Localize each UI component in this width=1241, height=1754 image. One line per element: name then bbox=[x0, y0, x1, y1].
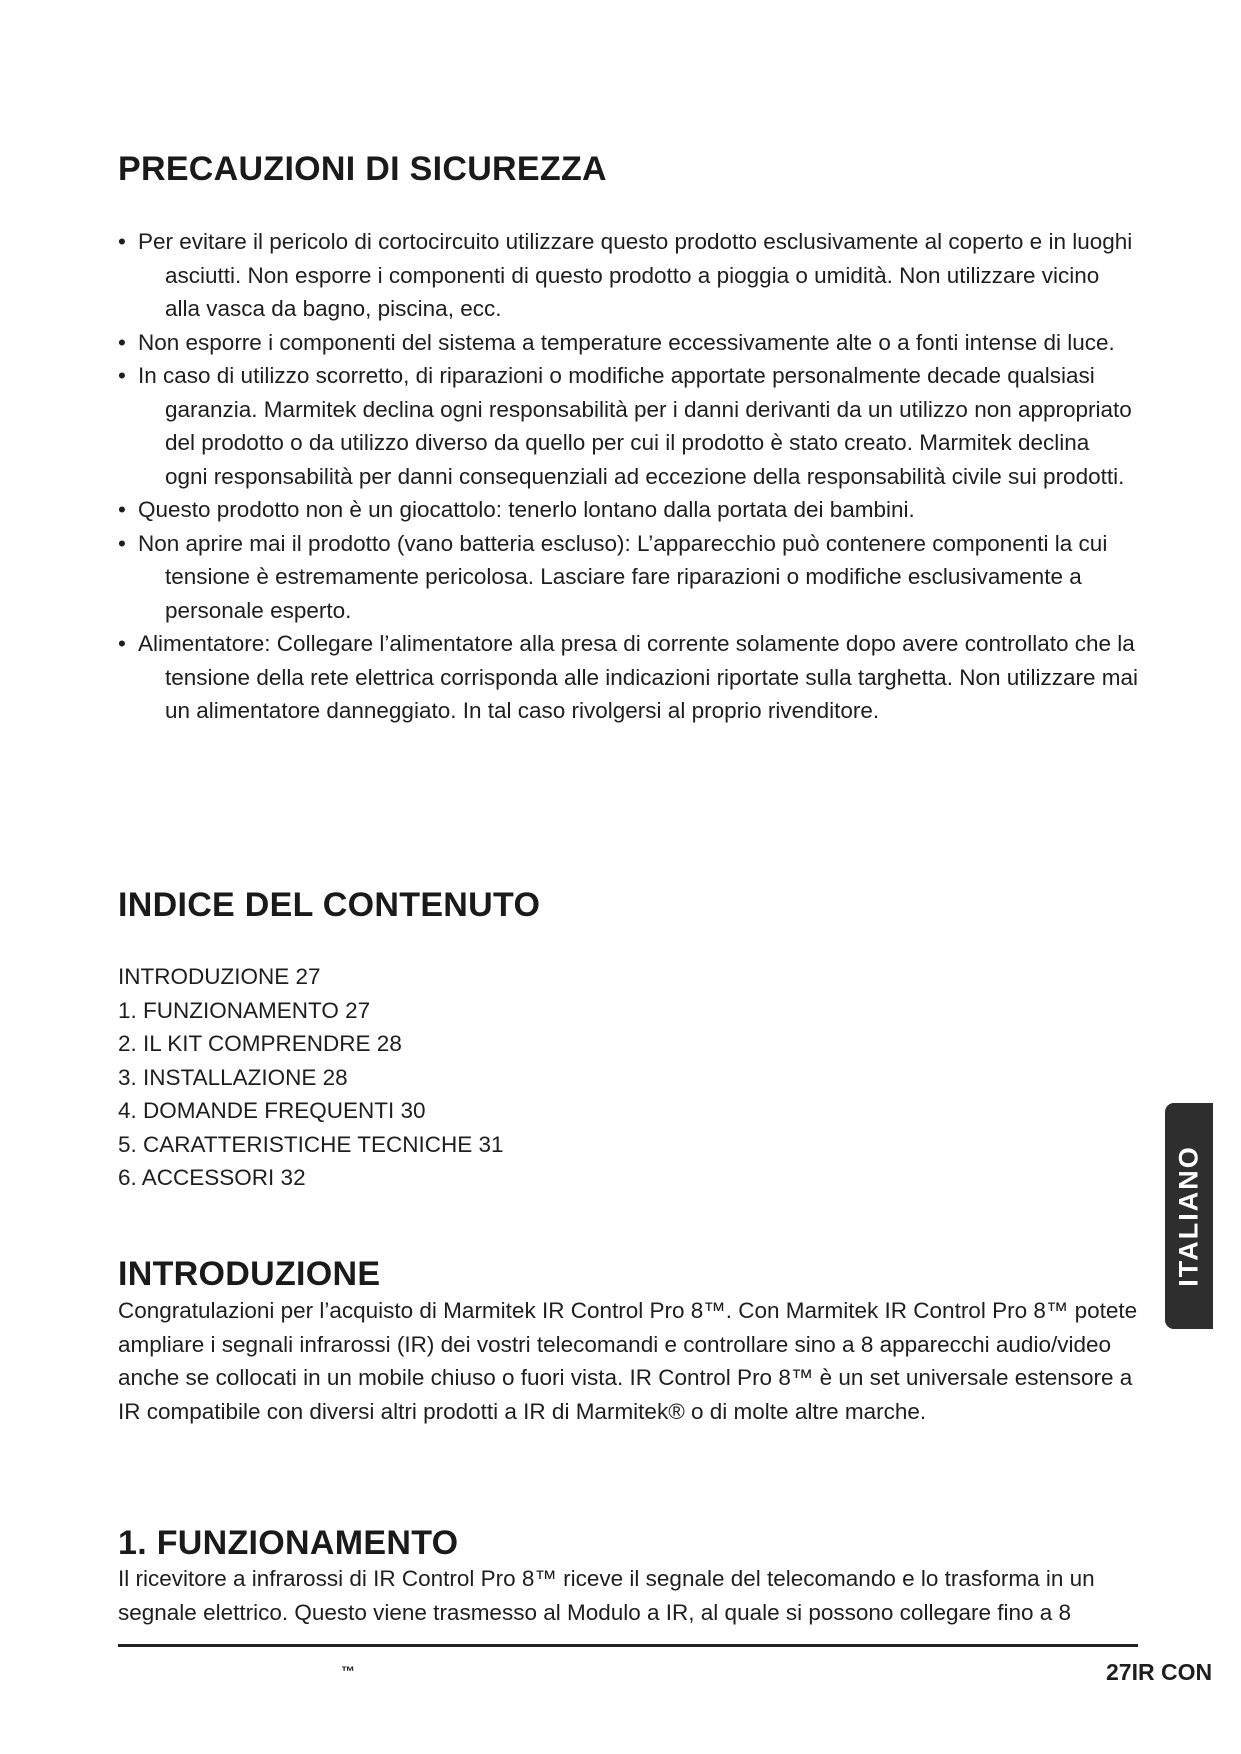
list-item: • Questo prodotto non è un giocattolo: tenerlo lontano dalla portata dei bambini. bbox=[118, 493, 1138, 527]
toc-entry: INTRODUZIONE 27 bbox=[118, 964, 321, 989]
toc-entry: 6. ACCESSORI 32 bbox=[118, 1165, 306, 1190]
heading-introduction: INTRODUZIONE bbox=[118, 1255, 381, 1293]
toc-entry: 5. CARATTERISTICHE TECNICHE 31 bbox=[118, 1131, 504, 1157]
operation-text: Il ricevitore a infrarossi di IR Control Pro 8™ riceve il segnale del telecomando e lo trasforma in un segnale elettrico. Questo viene trasmesso al Modulo a IR, al quale si possono collegare fino a 8 bbox=[118, 1566, 1095, 1625]
table-of-contents bbox=[118, 960, 504, 1195]
toc-entry: 2. IL KIT COMPRENDRE 28 bbox=[118, 1031, 402, 1056]
page-number: 27 bbox=[1106, 1659, 1132, 1685]
toc-entry: 3. INSTALLAZIONE 28 bbox=[118, 1064, 348, 1090]
introduction-text: Congratulazioni per l’acquisto di Marmitek IR Control Pro 8™. Con Marmitek IR Control Pro 8™ potete ampliare i segnali infrarossi (IR) dei vostri telecomandi e controllare sino a 8 apparecchi audio/video anche se collocati in un mobile chiuso o fuori vista. IR Control Pro 8™ è un set universale estensore a IR compatibile con diversi altri prodotti a IR di Marmitek® o di molte altre marche. bbox=[118, 1298, 1138, 1424]
list-item: • Non aprire mai il prodotto (vano batteria escluso): L’apparecchio può contenere componenti la cui tensione è estremamente pericolosa. Lasciare fare riparazioni o modifiche esclusivamente a personale esperto. bbox=[118, 527, 1138, 628]
toc-entry: 1. FUNZIONAMENTO 27 bbox=[118, 997, 371, 1023]
running-title: IR CON bbox=[1131, 1659, 1212, 1685]
footer-page-label bbox=[1106, 1659, 1212, 1686]
list-item: • Alimentatore: Collegare l’alimentatore alla presa di corrente solamente dopo avere controllato che la tensione della rete elettrica corrisponda alle indicazioni riportate sulla targhetta. Non utilizzare mai un alimentatore danneggiato. In tal caso rivolgersi al proprio rivenditore. bbox=[118, 627, 1138, 728]
list-item: • Per evitare il pericolo di cortocircuito utilizzare questo prodotto esclusivamente al coperto e in luoghi asciutti. Non esporre i componenti di questo prodotto a pioggia o umidità. Non utilizzare vicino alla vasca da bagno, piscina, ecc. bbox=[118, 225, 1138, 326]
heading-table-of-contents: INDICE DEL CONTENUTO bbox=[118, 886, 541, 924]
language-tab bbox=[1165, 1103, 1213, 1329]
safety-precautions-list bbox=[118, 225, 1138, 728]
heading-operation: 1. FUNZIONAMENTO bbox=[118, 1524, 459, 1562]
language-tab-label: ITALIANO bbox=[1173, 1145, 1204, 1287]
heading-safety-precautions: PRECAUZIONI DI SICUREZZA bbox=[118, 150, 607, 188]
footer-trademark: ™ bbox=[341, 1663, 355, 1679]
toc-entry: 4. DOMANDE FREQUENTI 30 bbox=[118, 1098, 426, 1123]
footer-divider bbox=[118, 1644, 1138, 1647]
list-item: • In caso di utilizzo scorretto, di riparazioni o modifiche apportate personalmente decade qualsiasi garanzia. Marmitek declina ogni responsabilità per i danni derivanti da un utilizzo non appropriato del prodotto o da utilizzo diverso da quello per cui il prodotto è stato creato. Marmitek declina ogni responsabilità per danni consequenziali ad eccezione della responsabilità civile sui prodotti. bbox=[118, 359, 1138, 493]
list-item: • Non esporre i componenti del sistema a temperature eccessivamente alte o a fonti intense di luce. bbox=[118, 326, 1138, 360]
